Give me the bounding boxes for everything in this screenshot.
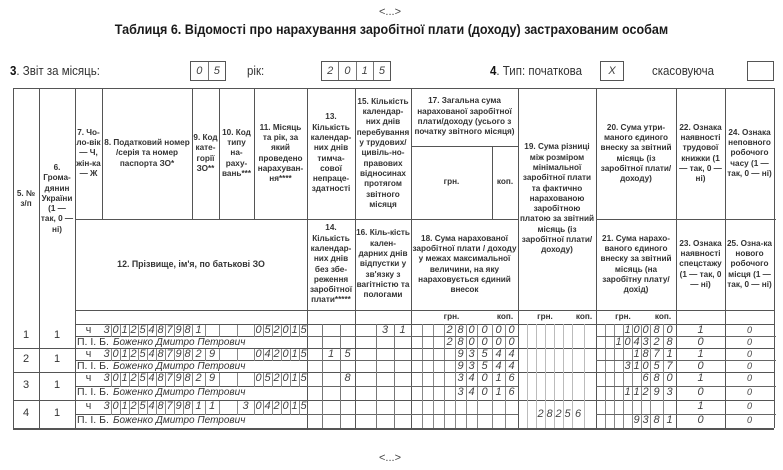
tax-id-digit: 3 [103, 372, 110, 384]
accrual-type-code: 9 [208, 372, 216, 384]
tax-id-digit: 9 [175, 348, 182, 360]
withheld-contribution-kop-digit: 0 [666, 372, 673, 384]
tax-id-digit: 4 [148, 348, 155, 360]
accrued-contribution-kop-digit: 1 [666, 414, 673, 426]
tax-id-digit: 9 [175, 400, 182, 412]
employment-days-2: 1 [399, 324, 406, 336]
header-col-14: 14. Кількість календар-них днів без збе-реження заробітної плати***** [309, 223, 353, 305]
month-year-digit: 2 [273, 372, 280, 384]
field-3-label: . Звіт за місяць: [16, 64, 100, 78]
tax-id-digit: 3 [103, 348, 110, 360]
subheader-21-uah: грн. [615, 312, 631, 322]
tax-id-digit: 4 [148, 372, 155, 384]
month-year-digit: 0 [282, 372, 289, 384]
tax-id-digit: 2 [130, 372, 137, 384]
accrued-within-max-uah-digit: 0 [481, 386, 488, 398]
month-year-digit: 0 [282, 324, 289, 336]
tax-id-digit: 7 [166, 372, 173, 384]
header-col-12: 12. Прізвище, ім'я, по батькові ЗО [117, 259, 265, 270]
withheld-contribution-kop-digit: 0 [666, 324, 673, 336]
total-accrued-uah-digit: 2 [446, 324, 453, 336]
accrued-within-max-uah-digit: 0 [468, 336, 475, 348]
ellipsis-bottom: <...> [378, 452, 402, 464]
accrued-within-max-uah-digit: 3 [457, 386, 464, 398]
tax-id-digit: 8 [184, 348, 191, 360]
year-digit: 5 [378, 65, 385, 77]
header-col-9: 9. Код кате-горії ЗО** [193, 132, 218, 173]
field-4-number: 4 [490, 64, 497, 78]
month-digit: 0 [191, 62, 209, 80]
sex-value: ч [85, 400, 92, 412]
accrued-contribution-uah-digit: 9 [633, 414, 640, 426]
header-col-15: 15. Кількість календар-них днів перебування у трудових/ цивіль-но-правових відносинах протягом звітного місяця [356, 96, 410, 209]
header-col-22: 22. Ознака наявності трудової книжки (1 — так, 0 — ні) [679, 122, 722, 184]
withheld-contribution-uah-digit: 6 [642, 372, 649, 384]
total-accrued-uah-digit: 4 [468, 372, 475, 384]
withheld-contribution-kop-digit: 7 [653, 348, 660, 360]
tax-id-digit: 8 [184, 372, 191, 384]
header-col-16: 16. Кіль-кість кален-дарних днів відпустки у зв'язку з вагітністю та пологами [356, 228, 410, 300]
min-wage-diff-uah-digit: 8 [546, 408, 553, 420]
field-3-number: 3 [10, 64, 17, 78]
accrued-contribution-uah-digit: 3 [642, 414, 649, 426]
year-digit: 1 [357, 62, 374, 80]
accrued-contribution-kop-digit: 8 [666, 336, 673, 348]
month-year-digit: 1 [291, 324, 298, 336]
month-year-digit: 5 [264, 372, 271, 384]
table-rule [605, 324, 606, 428]
table-rule [13, 428, 774, 430]
month-year-digit: 5 [300, 324, 307, 336]
table-rule [237, 373, 238, 387]
month-year-digit: 0 [255, 348, 262, 360]
pib-prefix: П. І. Б. [77, 336, 109, 348]
table-rule [219, 373, 220, 387]
tax-id-digit: 1 [121, 400, 128, 412]
accrued-within-max-uah-digit: 2 [446, 336, 453, 348]
tax-id-digit: 3 [103, 400, 110, 412]
pib-prefix: П. І. Б. [77, 414, 109, 426]
category-code: 2 [195, 348, 202, 360]
header-col-25: 25. Озна-ка нового робочого місця (1 — так, 0 — ні) [727, 238, 772, 289]
withheld-contribution-uah-digit: 1 [633, 348, 640, 360]
row-number: 2 [22, 353, 30, 365]
total-accrued-uah-digit: 0 [481, 372, 488, 384]
table-rule [394, 324, 395, 428]
total-accrued-uah-digit: 3 [468, 348, 475, 360]
pib-prefix: П. І. Б. [77, 360, 109, 372]
pib-prefix: П. І. Б. [77, 386, 109, 398]
accrued-contribution-uah-digit: 2 [642, 386, 649, 398]
total-accrued-kop-digit: 0 [508, 324, 515, 336]
header-col-20: 20. Сума утри-маного єдиного внеску за звітний місяць (із заробітної плати/ доходу) [600, 122, 672, 184]
tax-id-digit: 8 [184, 324, 191, 336]
part-time-flag: 0 [746, 325, 752, 335]
header-col-23: 23. Ознака наявності спецстажу (1 — так, 0 — ні) [679, 238, 722, 289]
subheader-19-uah: грн. [537, 312, 553, 322]
accrued-contribution-uah-digit: 3 [642, 336, 649, 348]
tax-id-digit: 5 [139, 324, 146, 336]
month-year-digit: 0 [255, 324, 262, 336]
page-title: Таблиця 6. Відомості про нарахування заробітної плати (доходу) застрахованим особам [114, 22, 669, 37]
month-year-digit: 2 [273, 324, 280, 336]
sex-value: ч [85, 348, 92, 360]
employment-days: 3 [381, 324, 389, 336]
accrued-contribution-uah-digit: 1 [615, 336, 622, 348]
tax-id-digit: 5 [139, 400, 146, 412]
accrued-contribution-uah-digit: 1 [624, 386, 631, 398]
person-full-name: Боженко Дмитро Петрович [112, 337, 246, 348]
tax-id-digit: 0 [112, 400, 119, 412]
person-full-name: Боженко Дмитро Петрович [112, 415, 246, 426]
withheld-contribution-kop-digit: 8 [653, 372, 660, 384]
table-rule [422, 324, 423, 428]
month-digit: 5 [213, 65, 220, 77]
accrued-within-max-uah-digit: 0 [481, 336, 488, 348]
accrued-contribution-kop-digit: 3 [666, 386, 673, 398]
header-col-17-kop: коп. [496, 177, 514, 187]
tax-id-digit: 9 [175, 372, 182, 384]
category-code: 1 [195, 400, 202, 412]
subheader-18-kop: коп. [496, 312, 514, 322]
citizen-flag: 1 [53, 379, 61, 391]
tax-id-digit: 7 [166, 324, 173, 336]
row-number: 1 [22, 329, 30, 341]
month-year-digit: 5 [300, 372, 307, 384]
type-initial-mark: X [608, 65, 616, 77]
table-rule [527, 324, 528, 428]
tax-id-digit: 4 [148, 324, 155, 336]
accrued-contribution-kop-digit: 9 [653, 386, 660, 398]
min-wage-diff-kop-digit: 6 [574, 408, 582, 420]
tax-id-digit: 1 [121, 372, 128, 384]
new-workplace-flag: 0 [746, 387, 752, 397]
accrued-contribution-uah-digit: 4 [633, 336, 640, 348]
accrued-contribution-kop-digit: 5 [653, 360, 660, 372]
table-rule [376, 324, 377, 428]
tax-id-digit: 8 [184, 400, 191, 412]
month-year-digit: 1 [291, 372, 298, 384]
total-accrued-uah-digit: 5 [481, 348, 488, 360]
category-code: 2 [195, 372, 202, 384]
month-year-digit: 0 [255, 400, 262, 412]
month-year-digit: 4 [264, 348, 271, 360]
accrual-type-code: 9 [208, 348, 216, 360]
tax-id-digit: 8 [157, 400, 164, 412]
total-accrued-uah-digit: 9 [457, 348, 464, 360]
part-time-flag: 0 [746, 349, 752, 359]
tax-id-digit: 1 [121, 348, 128, 360]
accrual-type-code: 1 [208, 400, 216, 412]
ellipsis-top: <...> [378, 6, 402, 18]
month-year-digit: 5 [264, 324, 271, 336]
header-col-21: 21. Сума нарахо-ваного єдиного внеску за звітний місяць (на заробітну плату/ дохід) [600, 233, 672, 295]
accrued-contribution-kop-digit: 8 [653, 414, 660, 426]
citizen-flag: 1 [53, 329, 61, 341]
sex-value: ч [85, 372, 92, 384]
header-col-24: 24. Ознака неповного робочого часу (1 — так, 0 — ні) [727, 127, 772, 178]
sick-days: 1 [327, 348, 335, 360]
part-time-flag: 0 [746, 401, 752, 411]
header-col-17-uah: грн. [443, 177, 460, 187]
table-rule [411, 414, 518, 415]
tax-id-digit: 2 [130, 348, 137, 360]
table-rule [322, 324, 323, 428]
total-accrued-kop-digit: 1 [495, 372, 502, 384]
tax-id-digit: 5 [139, 372, 146, 384]
citizen-flag: 1 [53, 407, 61, 419]
tax-id-digit: 0 [112, 324, 119, 336]
tax-id-digit: 8 [157, 348, 164, 360]
accrued-within-max-uah-digit: 5 [481, 360, 488, 372]
header-col-13: 13. Кількість календар-них днів тимча-сової непраце-здатності [310, 112, 352, 194]
header-col-18: 18. Сума нарахованої заробітної плати / доходу у межах максимальної величини, на яку нараховується єдиний внесок [412, 233, 517, 295]
accrued-contribution-uah-digit: 0 [624, 336, 631, 348]
total-accrued-kop-digit: 0 [495, 324, 502, 336]
min-wage-diff-uah-digit: 2 [555, 408, 562, 420]
month-year-digit: 4 [264, 400, 271, 412]
month-year-digit: 5 [300, 400, 307, 412]
header-col-19: 19. Сума різниці між розміром мінімальної заробітної плати та фактично нарахованою заробітною платою за звітний місяць (із заробітної плати/доходу) [519, 142, 595, 255]
accrued-within-max-uah-digit: 8 [457, 336, 464, 348]
withheld-contribution-kop-digit: 1 [666, 348, 673, 360]
work-book-flag: 1 [697, 348, 704, 360]
tax-id-digit: 7 [166, 400, 173, 412]
month-year-digit: 5 [300, 348, 307, 360]
header-col-10: 10. Код типу на-раху-вань*** [221, 127, 252, 178]
subheader-21-kop: коп. [654, 312, 672, 322]
work-book-flag: 1 [697, 400, 704, 412]
tax-id-digit: 0 [112, 372, 119, 384]
subheader-19-kop: коп. [575, 312, 593, 322]
month-year-digit: 2 [273, 348, 280, 360]
withheld-contribution-uah-digit: 8 [642, 348, 649, 360]
accrued-within-max-uah-digit: 3 [468, 360, 475, 372]
tax-id-digit: 2 [130, 400, 137, 412]
new-workplace-flag: 0 [746, 415, 752, 425]
total-accrued-uah-digit: 0 [468, 324, 475, 336]
type-cancel-label: скасовуюча [652, 64, 715, 78]
month-year-digit: 0 [255, 372, 262, 384]
insured-person-name [77, 386, 245, 398]
table-rule [774, 88, 775, 428]
table-rule [411, 324, 412, 428]
accrued-within-max-kop-digit: 6 [508, 386, 515, 398]
unpaid-days: 8 [344, 372, 351, 384]
work-book-flag: 1 [697, 372, 704, 384]
total-accrued-kop-digit: 6 [508, 372, 515, 384]
month-year-digit: 1 [291, 400, 298, 412]
accrued-contribution-kop-digit: 2 [653, 336, 660, 348]
withheld-contribution-kop-digit: 8 [653, 324, 660, 336]
withheld-contribution-uah-digit: 1 [624, 324, 631, 336]
min-wage-diff-uah-digit: 2 [537, 408, 544, 420]
person-full-name: Боженко Дмитро Петрович [112, 361, 246, 372]
tax-id-digit: 1 [121, 324, 128, 336]
month-year-digit: 2 [273, 400, 280, 412]
accrued-within-max-kop-digit: 0 [508, 336, 515, 348]
tax-id-digit: 3 [103, 324, 110, 336]
header-col-5: 5. № з/п [16, 188, 36, 208]
tax-id-digit: 0 [112, 348, 119, 360]
header-col-17: 17. Загальна сума нарахованої заробітної плати/доходу (усього з початку звітного місяця) [414, 96, 515, 137]
tax-id-digit: 8 [157, 372, 164, 384]
total-accrued-uah-digit: 0 [481, 324, 488, 336]
accrued-contribution-uah-digit: 3 [624, 360, 631, 372]
subheader-18-uah: грн. [443, 312, 460, 322]
accrued-within-max-kop-digit: 4 [508, 360, 515, 372]
special-experience-flag: 0 [697, 386, 704, 398]
month-year-digit: 0 [282, 348, 289, 360]
accrued-contribution-kop-digit: 7 [666, 360, 673, 372]
tax-id-digit: 4 [148, 400, 155, 412]
sex-value: ч [85, 324, 92, 336]
tax-id-digit: 8 [157, 324, 164, 336]
accrued-within-max-kop-digit: 4 [495, 360, 502, 372]
special-experience-flag: 0 [697, 360, 704, 372]
table-rule [433, 324, 434, 428]
tax-id-digit: 7 [166, 348, 173, 360]
accrued-within-max-kop-digit: 0 [495, 336, 502, 348]
accrual-extra: 3 [242, 400, 249, 412]
year-digit: 0 [339, 62, 356, 80]
header-col-8: 8. Податковий номер /серія та номер паспорта ЗО* [104, 138, 190, 168]
accrued-contribution-uah-digit: 1 [633, 360, 640, 372]
header-col-11: 11. Місяць та рік, за який проведено нарахуван-ня**** [257, 122, 304, 184]
tax-id-digit: 2 [130, 324, 137, 336]
month-year-digit: 0 [282, 400, 289, 412]
withheld-contribution-uah-digit: 0 [642, 324, 649, 336]
total-accrued-uah-digit: 3 [457, 372, 464, 384]
header-col-7: 7. Чо-ло-вік — Ч, жін-ка — Ж [76, 127, 101, 178]
special-experience-flag: 0 [697, 336, 704, 348]
work-book-flag: 1 [697, 324, 704, 336]
total-accrued-kop-digit: 4 [508, 348, 515, 360]
new-workplace-flag: 0 [746, 361, 752, 371]
min-wage-diff-kop-digit: 5 [564, 408, 571, 420]
sick-days-2: 5 [344, 348, 351, 360]
total-accrued-kop-digit: 4 [495, 348, 502, 360]
part-time-flag: 0 [746, 373, 752, 383]
row-number: 3 [22, 379, 30, 391]
new-workplace-flag: 0 [746, 337, 752, 347]
year-digit: 2 [322, 62, 339, 80]
header-col-6: 6. Грома-дянин України (1 — так, 0 — ні) [40, 162, 74, 234]
accrued-within-max-uah-digit: 9 [457, 360, 464, 372]
table-rule [584, 324, 585, 428]
insured-person-name [77, 414, 245, 426]
category-code: 1 [195, 324, 202, 336]
citizen-flag: 1 [53, 353, 61, 365]
accrued-contribution-uah-digit: 1 [633, 386, 640, 398]
accrued-contribution-uah-digit: 0 [642, 360, 649, 372]
special-experience-flag: 0 [697, 414, 704, 426]
tax-id-digit: 9 [175, 324, 182, 336]
accrued-within-max-kop-digit: 1 [495, 386, 502, 398]
year-label: рік: [247, 64, 265, 78]
accrued-within-max-uah-digit: 4 [468, 386, 475, 398]
total-accrued-uah-digit: 8 [457, 324, 464, 336]
withheld-contribution-uah-digit: 0 [633, 324, 640, 336]
field-4-label: . Тип: початкова [496, 64, 583, 78]
table-rule [219, 401, 220, 415]
row-number: 4 [22, 407, 30, 419]
tax-id-digit: 5 [139, 348, 146, 360]
person-full-name: Боженко Дмитро Петрович [112, 387, 246, 398]
month-year-digit: 1 [291, 348, 298, 360]
